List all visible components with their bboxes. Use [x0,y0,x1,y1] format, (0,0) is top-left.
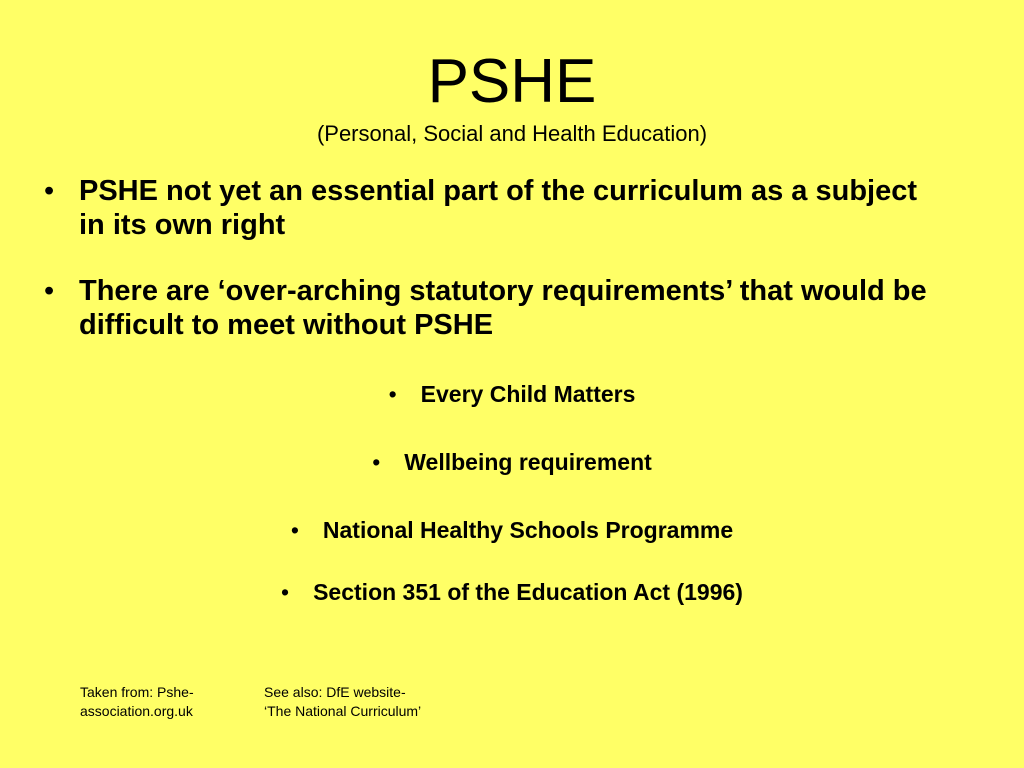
bullet-text: PSHE not yet an essential part of the curriculum as a subject in its own right [79,175,918,241]
footnote-source: Taken from: Pshe- association.org.uk [80,684,194,719]
sub-bullet-item [0,516,1024,544]
sub-bullet-text: Wellbeing requirement [404,449,652,475]
bullet-icon: • [290,517,299,543]
main-bullet-item [44,274,944,342]
sub-bullet-text: National Healthy Schools Programme [322,517,734,543]
main-bullet-item [44,174,944,242]
bullet-icon: • [388,381,397,407]
footnote-see-also: See also: DfE website- ‘The National Curriculum’ [264,684,422,719]
main-bullet-list [44,174,944,374]
bullet-icon: • [44,275,55,307]
sub-bullet-text: Every Child Matters [420,381,636,407]
bullet-text: There are ‘over-arching statutory requirements’ that would be difficult to meet without PSHE [79,275,927,341]
sub-bullet-item [0,380,1024,408]
slide-title: PSHE [427,47,597,116]
bullet-icon: • [372,449,381,475]
bullet-icon: • [281,579,290,605]
sub-bullet-item [0,578,1024,606]
bullet-icon: • [44,175,55,207]
sub-bullet-text: Section 351 of the Education Act (1996) [313,579,743,605]
sub-bullet-item [0,448,1024,476]
slide-subtitle: (Personal, Social and Health Education) [316,121,708,146]
